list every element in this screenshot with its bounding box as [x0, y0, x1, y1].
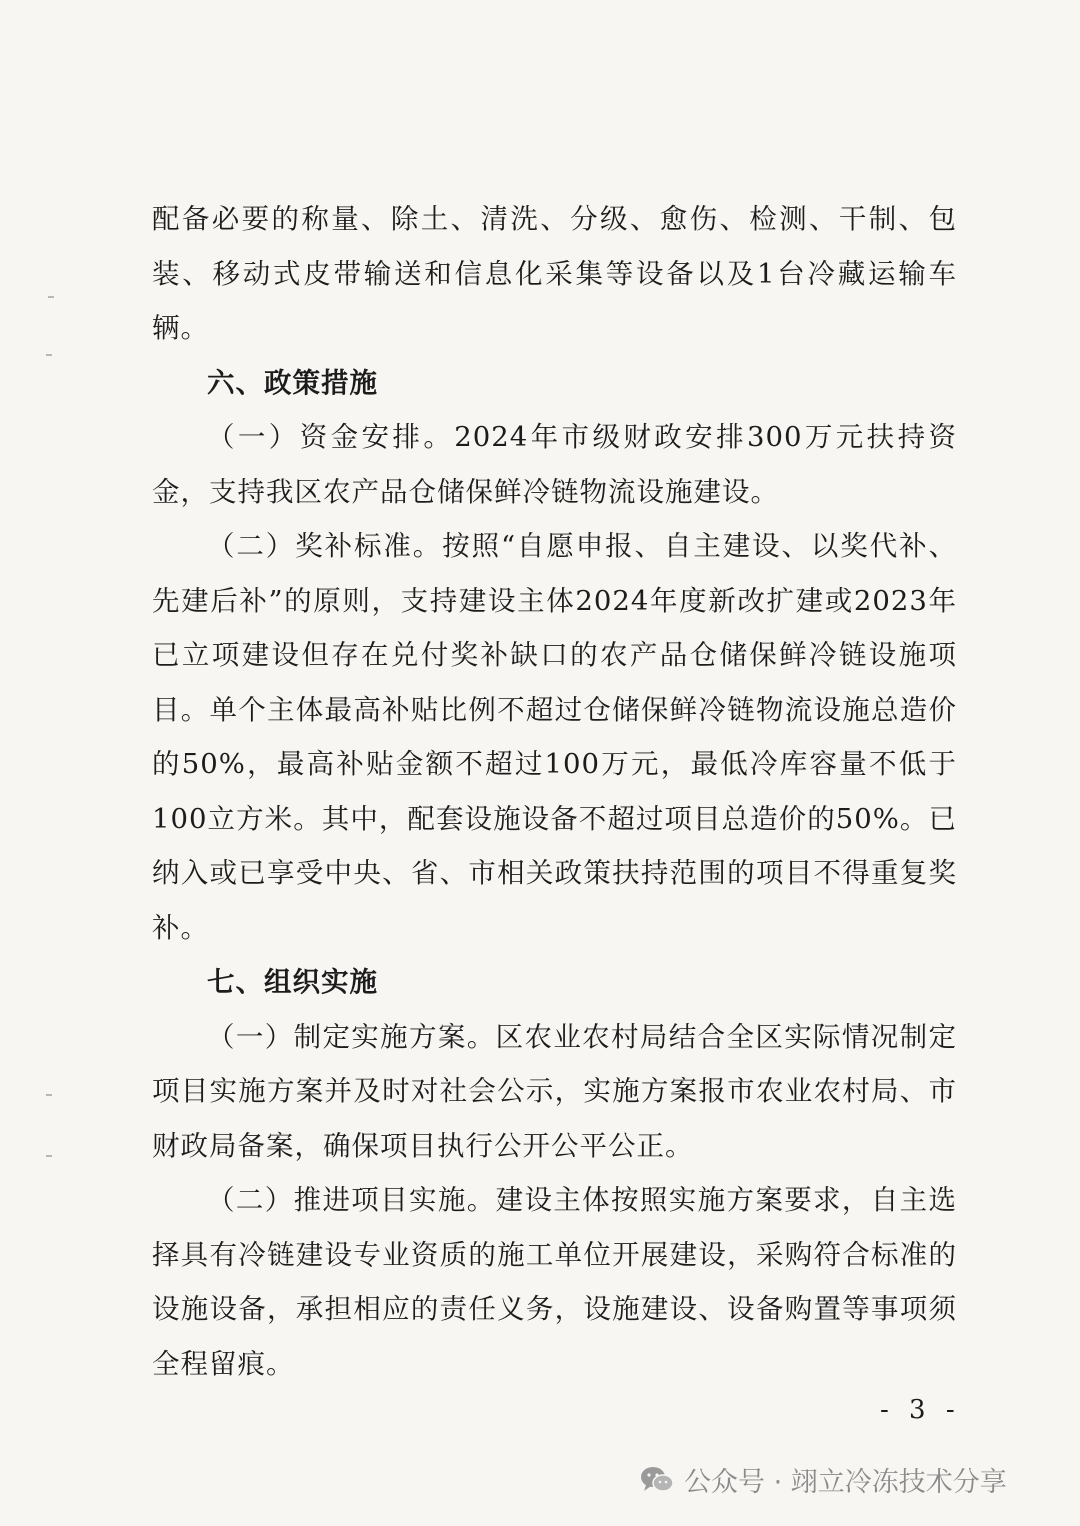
document-body — [152, 192, 957, 1391]
scan-margin-mark — [46, 354, 52, 356]
wechat-watermark — [640, 1460, 1007, 1499]
paragraph-subsidy-standard: （二）奖补标准。按照“自愿申报、自主建设、以奖代补、先建后补”的原则，支持建设主体2024年度新改扩建或2023年已立项建设但存在兑付奖补缺口的农产品仓储保鲜冷链设施项目。单个主体最高补贴比例不超过仓储保鲜冷链物流设施总造价的50%，最高补贴金额不超过100万元，最低冷库容量不低于100立方米。其中，配套设施设备不超过项目总造价的50%。已纳入或已享受中央、省、市相关政策扶持范围的项目不得重复奖补。 — [152, 530, 957, 944]
scan-margin-mark — [46, 1155, 52, 1157]
scan-margin-mark — [46, 1094, 52, 1096]
continuation-paragraph: 配备必要的称量、除土、清洗、分级、愈伤、检测、干制、包装、移动式皮带输送和信息化采集等设备以及1台冷藏运输车辆。 — [152, 203, 957, 344]
page-number: - 3 - — [880, 1395, 961, 1425]
paragraph-funding: （一）资金安排。2024年市级财政安排300万元扶持资金，支持我区农产品仓储保鲜冷链物流设施建设。 — [152, 421, 957, 508]
paragraph-plan: （一）制定实施方案。区农业农村局结合全区实际情况制定项目实施方案并及时对社会公示，实施方案报市农业农村局、市财政局备案，确保项目执行公开公平公正。 — [152, 1020, 957, 1162]
scan-margin-mark — [48, 296, 54, 298]
paragraph-advance-project: （二）推进项目实施。建设主体按照实施方案要求，自主选择具有冷链建设专业资质的施工单位开展建设，采购符合标准的设施设备，承担相应的责任义务，设施建设、设备购置等事项须全程留痕。 — [152, 1184, 957, 1380]
wechat-icon — [640, 1465, 674, 1495]
watermark-text: 公众号 · 翊立冷冻技术分享 — [684, 1467, 1007, 1498]
section-heading-implementation: 七、组织实施 — [207, 966, 378, 998]
section-heading-policy: 六、政策措施 — [207, 366, 378, 399]
